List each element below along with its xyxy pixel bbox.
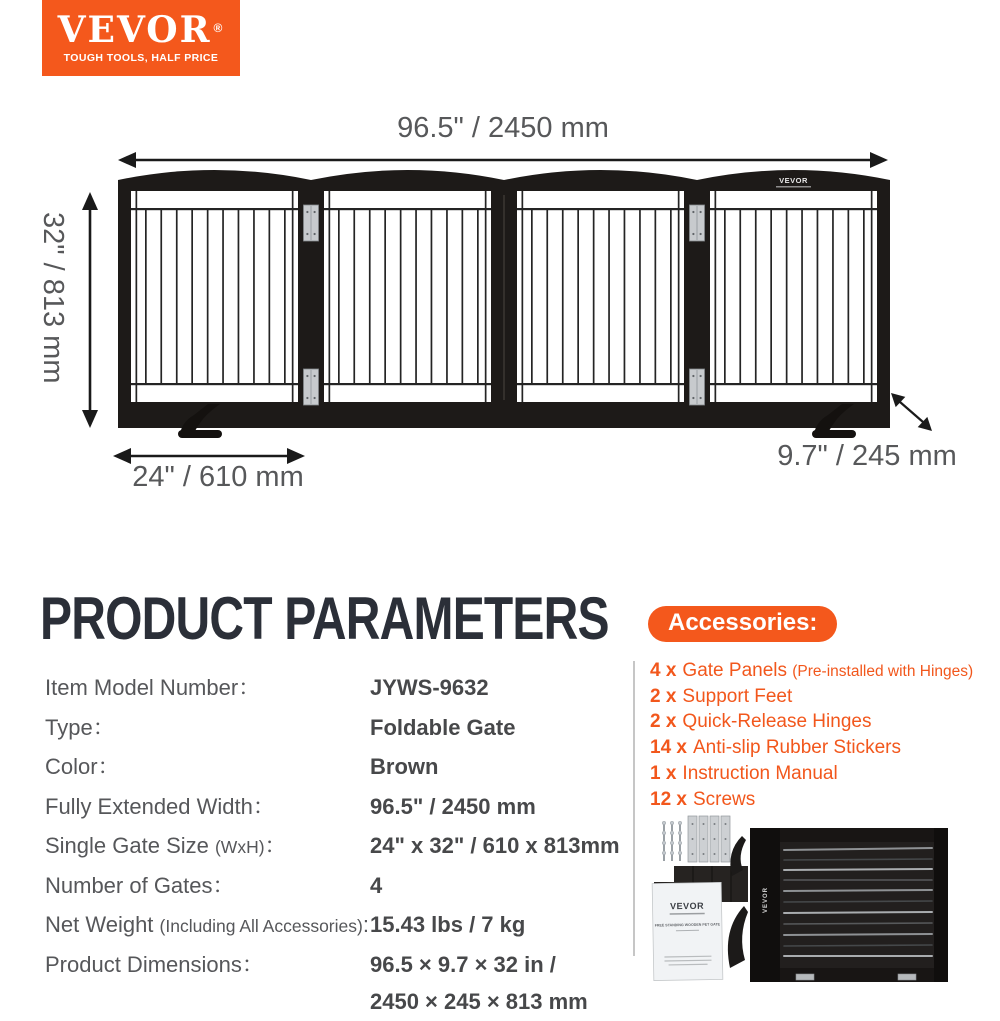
height-dimension-label: 32" / 813 mm [37,212,69,384]
gate-panel [118,170,311,428]
accessories-header: Accessories: [648,606,837,642]
gate-hinge [690,205,705,241]
param-label: Type： [45,714,115,740]
depth-arrow [891,393,932,431]
list-item: 4 x Gate Panels (Pre-installed with Hinges) [650,660,974,681]
list-item: 12 x Screws [650,788,756,810]
param-value: 96.5 × 9.7 × 32 in / 2450 × 245 × 813 mm [370,951,588,1014]
param-value: Brown [370,754,439,779]
accessories-photo [646,812,982,984]
accessories-list [650,659,973,813]
param-value: 96.5" / 2450 mm [370,793,536,819]
photo-screws [662,821,682,861]
accessories-divider [633,661,635,956]
param-label: Net Weight (Including All Accessories): [45,912,369,937]
param-label: Single Gate Size (WxH)： [45,833,287,858]
param-value: 15.43 lbs / 7 kg [370,912,526,937]
table-row [45,946,645,1021]
depth-dimension-label: 9.7" / 245 mm [777,440,957,472]
gate-illustration [118,170,890,438]
panel-width-dimension-label: 24" / 610 mm [132,461,304,493]
table-row [45,709,645,749]
param-label: Color： [45,754,120,779]
gate-panel [504,170,697,428]
param-label: Product Dimensions： [45,951,264,977]
list-item: 2 x Quick-Release Hinges [650,711,872,733]
list-item: 1 x Instruction Manual [650,762,838,784]
manual-brand-text: VEVOR [669,900,705,912]
list-item: 14 x Anti-slip Rubber Stickers [650,737,902,759]
photo-hinges [688,816,730,862]
photo-folded-gate [750,828,948,982]
gate-badge-line [776,186,811,188]
width-dimension-label: 96.5" / 2450 mm [397,112,609,144]
param-value: 24" x 32" / 610 x 813mm [370,833,620,858]
vevor-logo [42,0,240,76]
photo-manual [652,882,723,980]
gate-hinge [690,369,705,405]
table-row [45,788,645,828]
photo-gate-badge: VEVOR [763,886,769,914]
manual-title-text: FREE STANDING WOODEN PET GATE [654,922,721,928]
brand-name: VEVOR ® [57,9,225,51]
gate-badge-text: VEVOR [779,176,808,185]
brand-tagline: TOUGH TOOLS, HALF PRICE [63,52,219,64]
param-value: Foldable Gate [370,714,516,740]
parameter-table [45,669,645,1021]
table-row [45,867,645,907]
table-row [45,827,645,867]
registered-mark: ® [213,21,225,35]
height-arrow [82,192,98,428]
gate-hinge [304,205,319,241]
gate-panel [311,170,504,428]
param-value: 4 [370,872,383,898]
param-label: Fully Extended Width： [45,793,275,819]
param-label: Number of Gates： [45,872,235,898]
gate-panel [697,170,890,428]
table-row [45,669,645,709]
param-label: Item Model Number： [45,675,261,700]
list-item: 2 x Support Feet [650,685,793,707]
table-row [45,748,645,788]
table-row [45,906,645,946]
param-value: JYWS-9632 [370,675,489,700]
page-title: PRODUCT PARAMETERS [40,585,609,652]
width-arrow [118,152,888,168]
gate-hinge [304,369,319,405]
